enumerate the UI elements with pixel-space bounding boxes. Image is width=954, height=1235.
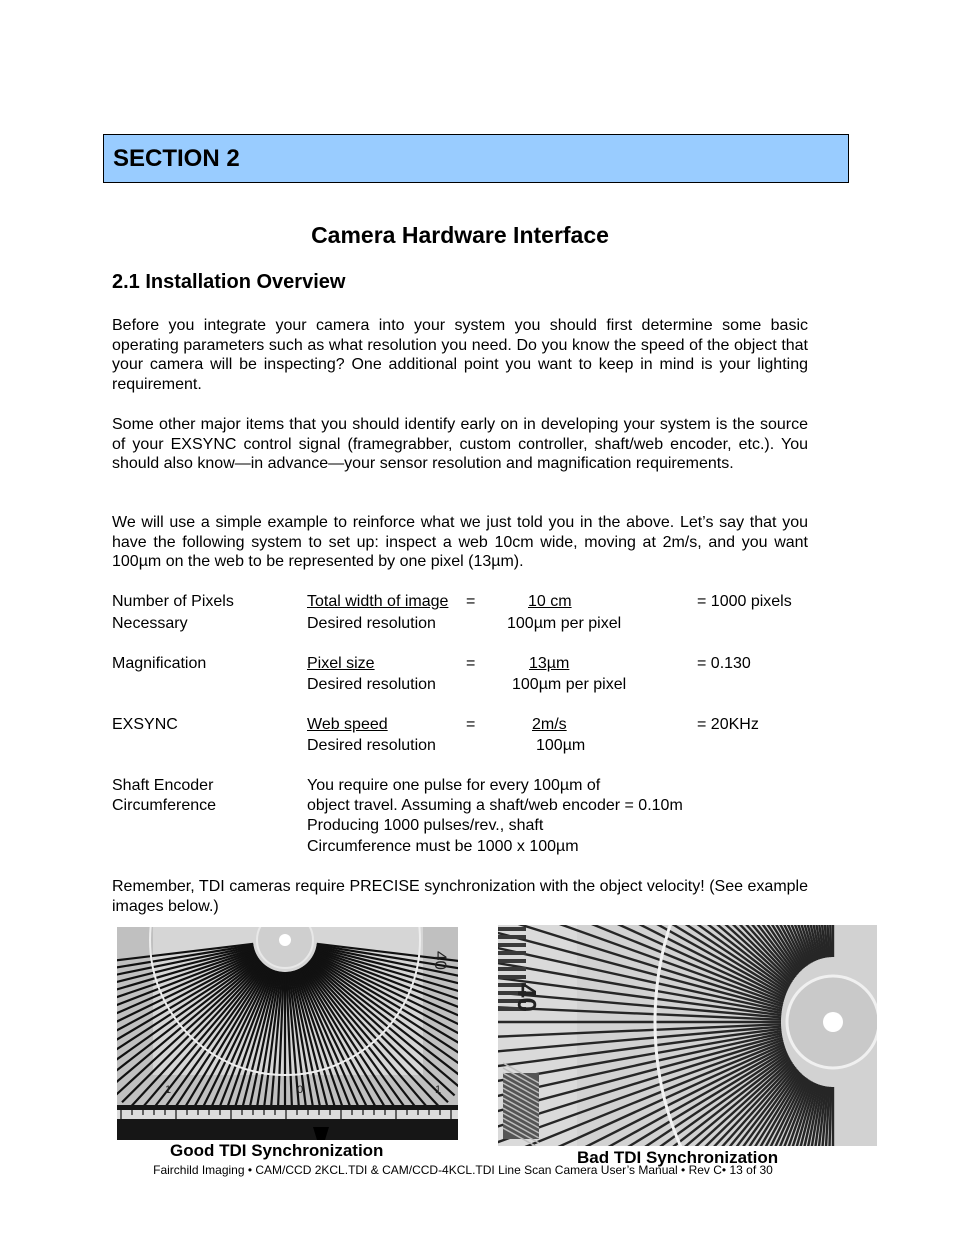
- calc-mag-label1: Magnification: [112, 655, 207, 672]
- calc-exsync-value-den: 100µm: [536, 737, 586, 754]
- good-tdi-caption: Good TDI Synchronization: [170, 1141, 384, 1160]
- calc-shaft-line-3: Producing 1000 pulses/rev., shaft: [307, 817, 544, 834]
- good-tick-right: 1: [435, 1084, 442, 1096]
- calc-mag-eq: =: [466, 655, 476, 672]
- calc-pixels-value-den: 100µm per pixel: [507, 615, 622, 632]
- calc-exsync-result: = 20KHz: [697, 716, 759, 733]
- bad-tdi-caption: Bad TDI Synchronization: [577, 1148, 779, 1167]
- calc-pixels-denominator: Desired resolution: [307, 615, 436, 632]
- calc-mag-result: = 0.130: [697, 655, 751, 672]
- calc-mag-numerator: Pixel size: [307, 655, 375, 672]
- subsection-heading: 2.1 Installation Overview: [112, 271, 346, 293]
- calc-pixels-label2: Necessary: [112, 615, 188, 632]
- section-label: SECTION 2: [113, 145, 240, 172]
- bad-scale-label: 40: [512, 983, 542, 1012]
- page-footer: Fairchild Imaging • CAM/CCD 2KCL.TDI & CAM/CCD-4KCL.TDI Line Scan Camera User’s Manual • Rev C• 13 of 30: [153, 1163, 773, 1177]
- good-tick-mid: 0: [297, 1084, 304, 1096]
- good-tdi-image: [117, 927, 458, 1140]
- calc-pixels-value-num: 10 cm: [528, 593, 572, 610]
- calc-mag-denominator: Desired resolution: [307, 676, 436, 693]
- paragraph-2: Some other major items that you should identify early on in developing your system is the source of your EXSYNC control signal (framegrabber, custom controller, shaft/web encoder, etc.). You should also know—in advance—your sensor resolution and magnification requirements.: [112, 416, 808, 473]
- calc-exsync-label1: EXSYNC: [112, 716, 178, 733]
- calc-mag-value-den: 100µm per pixel: [512, 676, 627, 693]
- bad-tdi-image: [498, 925, 877, 1146]
- calc-shaft-line-4: Circumference must be 1000 x 100µm: [307, 838, 579, 855]
- calc-exsync-eq: =: [466, 716, 476, 733]
- chapter-title: Camera Hardware Interface: [311, 222, 609, 248]
- calc-pixels-numerator: Total width of image: [307, 593, 449, 610]
- good-scale-label: 40: [431, 951, 450, 970]
- calc-shaft-label1: Shaft Encoder: [112, 777, 214, 794]
- calc-pixels-eq: =: [466, 593, 476, 610]
- calc-mag-value-num: 13µm: [529, 655, 570, 672]
- good-tick-left: 1: [165, 1084, 172, 1096]
- calc-shaft-line-1: You require one pulse for every 100µm of: [307, 777, 601, 794]
- remember-paragraph: Remember, TDI cameras require PRECISE synchronization with the object velocity! (See example images below.): [112, 878, 808, 915]
- calc-exsync-value-num: 2m/s: [532, 716, 567, 733]
- section-header-bar: [103, 134, 849, 183]
- calc-shaft-label2: Circumference: [112, 797, 217, 814]
- calc-exsync-numerator: Web speed: [307, 716, 388, 733]
- calc-pixels-label1: Number of Pixels: [112, 593, 234, 610]
- paragraph-1: Before you integrate your camera into your system you should first determine some basic operating parameters such as what resolution you need. Do you know the speed of the object that your camera will be inspecting? One additional point you want to keep in mind is your lighting requirement.: [112, 317, 808, 393]
- calc-shaft-line-2: object travel. Assuming a shaft/web encoder = 0.10m: [307, 797, 683, 814]
- calc-pixels-result: = 1000 pixels: [697, 593, 792, 610]
- calc-exsync-denominator: Desired resolution: [307, 737, 436, 754]
- paragraph-3: We will use a simple example to reinforce what we just told you in the above. Let’s say that you have the following system to set up: inspect a web 10cm wide, moving at 2m/s, and you want 100µm on the web to be represented by one pixel (13µm).: [112, 514, 808, 571]
